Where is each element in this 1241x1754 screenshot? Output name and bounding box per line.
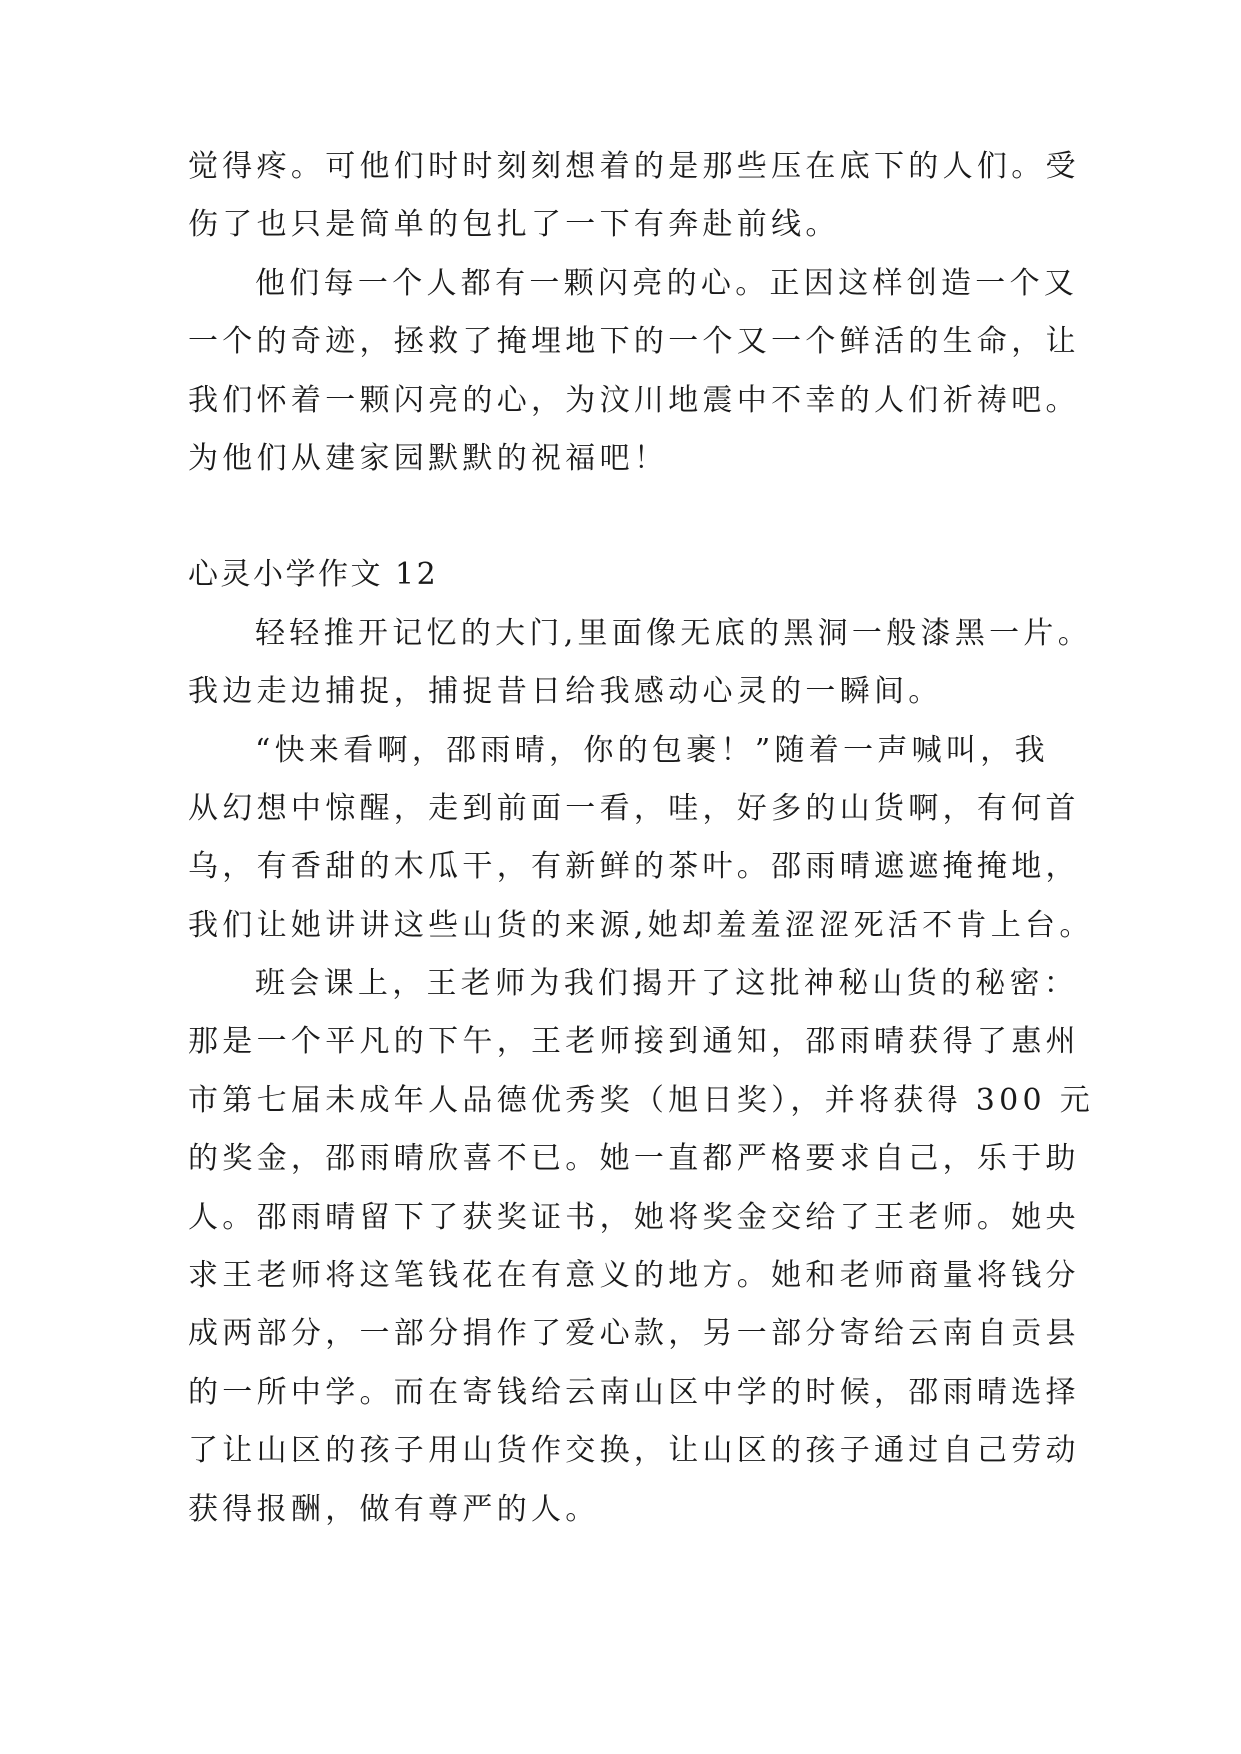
text-line: 班会课上，王老师为我们揭开了这批神秘山货的秘密： bbox=[255, 966, 1079, 1002]
text-line: 我边走边捕捉，捕捉昔日给我感动心灵的一瞬间。 bbox=[188, 674, 943, 710]
text-line: 求王老师将这笔钱花在有意义的地方。她和老师商量将钱分 bbox=[188, 1258, 1080, 1294]
paragraph-1 bbox=[188, 138, 1080, 255]
text-line: 伤了也只是简单的包扎了一下有奔赴前线。 bbox=[188, 207, 840, 243]
section-title: 心灵小学作文 12 bbox=[188, 557, 439, 593]
text-line: 的奖金，邵雨晴欣喜不已。她一直都严格要求自己，乐于助 bbox=[188, 1141, 1080, 1177]
text-line: 为他们从建家园默默的祝福吧！ bbox=[188, 440, 669, 476]
text-line: 了让山区的孩子用山货作交换，让山区的孩子通过自己劳动 bbox=[188, 1433, 1080, 1469]
paragraph-3 bbox=[188, 605, 1093, 722]
document-page bbox=[188, 138, 1095, 1539]
text-line: 成两部分，一部分捐作了爱心款，另一部分寄给云南自贡县 bbox=[188, 1316, 1080, 1352]
text-line: 那是一个平凡的下午，王老师接到通知，邵雨晴获得了惠州 bbox=[188, 1024, 1080, 1060]
text-line: 从幻想中惊醒，走到前面一看，哇，好多的山货啊，有何首 bbox=[188, 790, 1080, 826]
text-line: 获得报酬，做有尊严的人。 bbox=[188, 1491, 600, 1527]
text-line: 乌，有香甜的木瓜干，有新鲜的茶叶。邵雨晴遮遮掩掩地， bbox=[188, 849, 1080, 885]
text-line: 我们怀着一颗闪亮的心，为汶川地震中不幸的人们祈祷吧。 bbox=[188, 382, 1080, 418]
text-line: “快来看啊，邵雨晴，你的包裹！”随着一声喊叫，我 bbox=[255, 732, 1049, 768]
text-line: 觉得疼。可他们时时刻刻想着的是那些压在底下的人们。受 bbox=[188, 149, 1080, 184]
text-line: 轻轻推开记忆的大门,里面像无底的黑洞一般漆黑一片。 bbox=[255, 615, 1093, 651]
text-line: 人。邵雨晴留下了获奖证书，她将奖金交给了王老师。她央 bbox=[188, 1199, 1080, 1235]
text-line: 他们每一个人都有一颗闪亮的心。正因这样创造一个又 bbox=[255, 265, 1079, 301]
section-gap bbox=[188, 488, 1068, 546]
text-line: 的一所中学。而在寄钱给云南山区中学的时候，邵雨晴选择 bbox=[188, 1374, 1080, 1410]
paragraph-2 bbox=[188, 255, 1080, 489]
text-line: 我们让她讲讲这些山货的来源,她却羞羞涩涩死活不肯上台。 bbox=[188, 907, 1094, 943]
text-line: 一个的奇迹，拯救了掩埋地下的一个又一个鲜活的生命，让 bbox=[188, 324, 1080, 360]
paragraph-4 bbox=[188, 722, 1094, 956]
text-line: 市第七届未成年人品德优秀奖（旭日奖），并将获得 300 元 bbox=[188, 1082, 1095, 1118]
paragraph-5 bbox=[188, 955, 1095, 1539]
